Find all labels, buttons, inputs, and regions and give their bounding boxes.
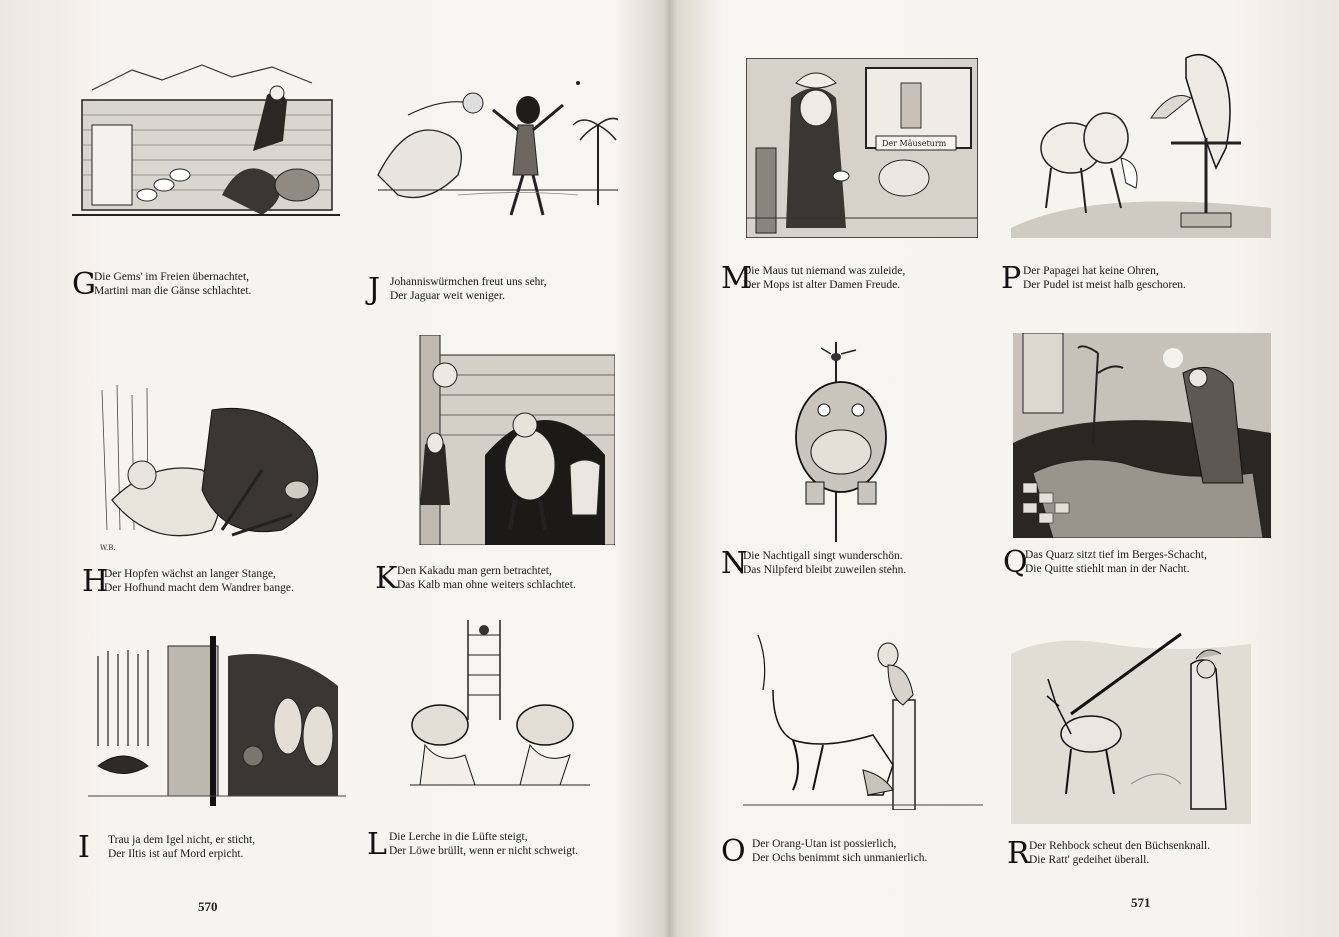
verse-line-1: Der Orang-Utan ist possierlich,: [752, 838, 897, 850]
illustration-rehbock-ratte: [1011, 624, 1251, 824]
right-page: [671, 0, 1339, 937]
caption-r: [1007, 837, 1297, 877]
verse: [743, 264, 905, 292]
illustration-orang-utan-ochs: [743, 630, 983, 810]
caption-h: [82, 565, 372, 605]
verse: [108, 833, 255, 861]
caption-n: [721, 547, 1011, 587]
initial-letter: N: [721, 546, 748, 581]
initial-letter: L: [367, 827, 387, 862]
verse-line-1: Die Lerche in die Lüfte steigt,: [389, 831, 528, 843]
artist-monogram: W.B.: [100, 544, 116, 552]
verse: [752, 837, 927, 865]
initial-letter: M: [721, 261, 752, 296]
illustration-nachtigall-nilpferd: [786, 342, 896, 542]
initial-letter: R: [1007, 836, 1030, 871]
illustration-quarz-quitte: [1013, 333, 1271, 538]
verse: [104, 567, 294, 595]
verse-line-1: Die Gems' im Freien übernachtet,: [94, 271, 250, 283]
verse-line-1: Den Kakadu man gern betrachtet,: [397, 565, 552, 577]
illustration-kakadu-kalb: [375, 335, 615, 545]
verse: [1025, 548, 1207, 576]
caption-o: [721, 835, 1011, 875]
caption-p: [1001, 262, 1291, 302]
verse: [397, 564, 576, 592]
verse-line-1: Der Hopfen wächst an langer Stange,: [104, 568, 276, 580]
initial-letter: K: [375, 561, 398, 596]
initial-letter: G: [72, 267, 96, 302]
verse-line-1: Der Rehbock scheut den Büchsenknall.: [1029, 840, 1211, 852]
caption-j: [368, 273, 658, 313]
initial-letter: J: [368, 272, 381, 307]
left-page: [0, 0, 668, 937]
verse-line-1: Die Maus tut niemand was zuleide,: [743, 265, 906, 277]
verse-line-2: Die Quitte stiehlt man in der Nacht.: [1025, 563, 1190, 575]
verse-line-2: Der Mops ist alter Damen Freude.: [743, 279, 901, 291]
verse-line-2: Das Nilpferd bleibt zuweilen stehn.: [743, 564, 907, 576]
verse-line-2: Das Kalb man ohne weiters schlachtet.: [397, 579, 576, 591]
verse-line-2: Der Iltis ist auf Mord erpicht.: [108, 848, 244, 860]
initial-letter: I: [78, 830, 90, 865]
verse: [390, 275, 547, 303]
caption-l: [367, 828, 657, 868]
verse: [743, 549, 906, 577]
illustration-gems-gaense: [72, 55, 340, 225]
verse-line-2: Der Pudel ist meist halb geschoren.: [1023, 279, 1186, 291]
verse-line-2: Martini man die Gänse schlachtet.: [94, 285, 252, 297]
illustration-lerche-loewe: [400, 620, 600, 795]
verse-line-1: Johanniswürmchen freut uns sehr,: [390, 276, 547, 288]
verse-line-2: Der Jaguar weit weniger.: [390, 290, 505, 302]
verse-line-1: Der Papagei hat keine Ohren,: [1023, 265, 1159, 277]
verse-line-2: Der Hofhund macht dem Wandrer bange.: [104, 582, 294, 594]
illustration-maus-mops: [746, 58, 978, 238]
initial-letter: Q: [1003, 545, 1028, 580]
initial-letter: O: [721, 834, 746, 869]
verse: [1023, 264, 1186, 292]
verse-line-1: Die Nachtigall singt wunderschön.: [743, 550, 903, 562]
verse-line-1: Trau ja dem Igel nicht, er sticht,: [108, 834, 256, 846]
illustration-johanniswuermchen-jaguar: [368, 65, 618, 225]
verse-line-1: Das Quarz sitzt tief im Berges-Schacht,: [1025, 549, 1207, 561]
verse: [389, 830, 578, 858]
illustration-igel-iltis: [88, 636, 346, 806]
illustration-papagei-pudel: [1011, 48, 1271, 238]
verse-line-2: Die Ratt' gedeihet überall.: [1029, 854, 1150, 866]
caption-k: [375, 562, 665, 602]
sign-mauseturm: Der Mäuseturm: [882, 139, 947, 148]
caption-m: [721, 262, 1011, 302]
initial-letter: P: [1001, 261, 1022, 296]
page-number-left: 570: [198, 899, 218, 914]
caption-g: [72, 268, 362, 308]
illustration-hopfen-hofhund: [82, 380, 337, 555]
verse: [1029, 839, 1210, 867]
verse-line-2: Der Ochs benimmt sich unmanierlich.: [752, 852, 928, 864]
verse-line-2: Der Löwe brüllt, wenn er nicht schweigt.: [389, 845, 579, 857]
caption-i: [78, 831, 368, 871]
caption-q: [1003, 546, 1293, 586]
initial-letter: H: [82, 564, 109, 599]
verse: [94, 270, 251, 298]
page-number-right: 571: [1131, 895, 1151, 910]
